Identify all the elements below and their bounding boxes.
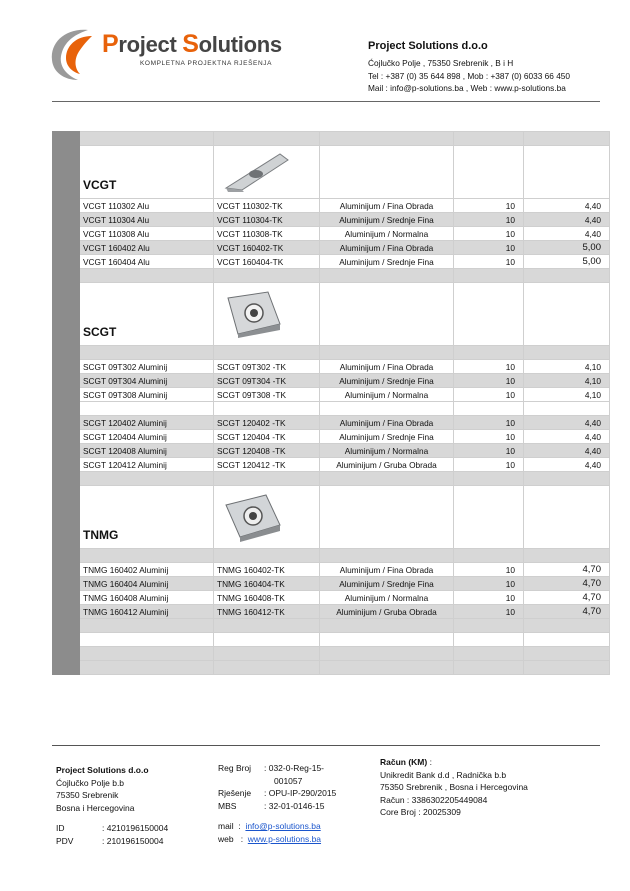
side-bar: [53, 577, 80, 591]
empty-cell: [454, 283, 524, 346]
empty-cell: [214, 346, 320, 360]
side-bar: [53, 269, 80, 283]
product-description: Aluminijum / Fina Obrada: [320, 199, 454, 213]
product-reference: TNMG 160412-TK: [214, 605, 320, 619]
side-bar: [53, 146, 80, 199]
product-code: SCGT 09T308 Aluminij: [80, 388, 214, 402]
header-contact: Mail : info@p-solutions.ba , Web : www.p-solutions.ba: [368, 83, 566, 93]
spacer-row: [53, 647, 610, 661]
footer-divider: [52, 745, 600, 746]
product-code: SCGT 120408 Aluminij: [80, 444, 214, 458]
header-phones: Tel : +387 (0) 35 644 898 , Mob : +387 (0) 6033 66 450: [368, 71, 571, 81]
product-price: 4,10: [524, 374, 610, 388]
mail-label: mail: [218, 821, 234, 831]
side-bar: [53, 374, 80, 388]
empty-cell: [214, 619, 320, 633]
product-price: 4,40: [524, 213, 610, 227]
product-price: 4,70: [524, 577, 610, 591]
side-bar: [53, 563, 80, 577]
product-price: 4,40: [524, 416, 610, 430]
empty-cell: [320, 472, 454, 486]
table-row: [53, 577, 610, 591]
empty-cell: [214, 402, 320, 416]
rjesenje-value: : OPU-IP-290/2015: [264, 788, 337, 798]
reg-value: : 032-0-Reg-15-: [264, 763, 325, 773]
empty-cell: [80, 661, 214, 675]
product-quantity: 10: [454, 563, 524, 577]
product-quantity: 10: [454, 255, 524, 269]
vcgt-insert-icon: [218, 150, 294, 194]
empty-cell: [320, 346, 454, 360]
side-bar: [53, 199, 80, 213]
table-row: [53, 416, 610, 430]
product-description: Aluminijum / Fina Obrada: [320, 563, 454, 577]
table-row: [53, 199, 610, 213]
side-bar: [53, 388, 80, 402]
side-bar: [53, 416, 80, 430]
section-title: VCGT: [80, 146, 214, 199]
side-bar: [53, 472, 80, 486]
product-code: VCGT 160402 Alu: [80, 241, 214, 255]
product-description: Aluminijum / Fina Obrada: [320, 241, 454, 255]
empty-cell: [524, 402, 610, 416]
empty-cell: [320, 661, 454, 675]
product-reference: SCGT 09T308 -TK: [214, 388, 320, 402]
product-table: [52, 131, 610, 675]
product-code: SCGT 120402 Aluminij: [80, 416, 214, 430]
product-code: SCGT 09T304 Aluminij: [80, 374, 214, 388]
product-description: Aluminijum / Normalna: [320, 591, 454, 605]
side-bar: [53, 458, 80, 472]
product-price: 4,70: [524, 605, 610, 619]
table-row: [53, 374, 610, 388]
product-quantity: 10: [454, 430, 524, 444]
empty-cell: [80, 132, 214, 146]
product-reference: TNMG 160408-TK: [214, 591, 320, 605]
logo-swoosh-icon: [44, 24, 100, 84]
section-header-row: [53, 283, 610, 346]
product-price: 4,10: [524, 360, 610, 374]
footer-bank-block: [380, 756, 528, 819]
table-row: [53, 388, 610, 402]
empty-cell: [524, 346, 610, 360]
product-quantity: 10: [454, 374, 524, 388]
product-reference: VCGT 110304-TK: [214, 213, 320, 227]
product-reference: SCGT 09T302 -TK: [214, 360, 320, 374]
empty-cell: [214, 661, 320, 675]
product-price: 4,10: [524, 388, 610, 402]
product-code: SCGT 09T302 Aluminij: [80, 360, 214, 374]
product-code: SCGT 120412 Aluminij: [80, 458, 214, 472]
product-description: Aluminijum / Srednje Fina: [320, 374, 454, 388]
side-bar: [53, 605, 80, 619]
side-bar: [53, 241, 80, 255]
logo-tagline: KOMPLETNA PROJEKTNA RJEŠENJA: [140, 60, 273, 67]
product-price: 5,00: [524, 255, 610, 269]
bank-name: Unikredit Bank d.d , Radnička b.b: [380, 769, 507, 780]
empty-cell: [320, 633, 454, 647]
spacer-row: [53, 472, 610, 486]
product-reference: SCGT 09T304 -TK: [214, 374, 320, 388]
table-row: [53, 444, 610, 458]
product-quantity: 10: [454, 227, 524, 241]
empty-cell: [524, 132, 610, 146]
table-row: [53, 430, 610, 444]
product-price: 4,40: [524, 458, 610, 472]
side-bar: [53, 213, 80, 227]
product-reference: SCGT 120412 -TK: [214, 458, 320, 472]
empty-cell: [320, 402, 454, 416]
product-description: Aluminijum / Srednje Fina: [320, 255, 454, 269]
empty-cell: [454, 346, 524, 360]
spacer-row: [53, 269, 610, 283]
product-quantity: 10: [454, 577, 524, 591]
empty-cell: [524, 647, 610, 661]
table-row: [53, 458, 610, 472]
footer-street: Ćojlučko Polje b.b: [56, 777, 125, 788]
section-header-row: [53, 146, 610, 199]
empty-cell: [80, 549, 214, 563]
footer-city: 75350 Srebrenik: [56, 790, 119, 800]
table-row: [53, 255, 610, 269]
section-title: TNMG: [80, 486, 214, 549]
rjesenje-label: Rješenje: [218, 788, 252, 798]
empty-cell: [524, 661, 610, 675]
empty-cell: [320, 283, 454, 346]
empty-cell: [80, 269, 214, 283]
product-quantity: 10: [454, 360, 524, 374]
spacer-row: [53, 402, 610, 416]
product-description: Aluminijum / Fina Obrada: [320, 416, 454, 430]
side-bar: [53, 283, 80, 346]
empty-cell: [454, 647, 524, 661]
empty-cell: [524, 486, 610, 549]
product-description: Aluminijum / Fina Obrada: [320, 360, 454, 374]
web-sep: :: [240, 833, 244, 844]
empty-cell: [454, 146, 524, 199]
product-quantity: 10: [454, 199, 524, 213]
side-bar: [53, 591, 80, 605]
empty-cell: [320, 269, 454, 283]
header-company-name: Project Solutions d.o.o: [368, 40, 488, 52]
empty-cell: [454, 549, 524, 563]
empty-cell: [214, 132, 320, 146]
empty-cell: [524, 619, 610, 633]
product-code: SCGT 120404 Aluminij: [80, 430, 214, 444]
product-description: Aluminijum / Normalna: [320, 227, 454, 241]
empty-cell: [320, 619, 454, 633]
side-bar: [53, 346, 80, 360]
empty-cell: [524, 472, 610, 486]
empty-cell: [454, 633, 524, 647]
product-code: TNMG 160402 Aluminij: [80, 563, 214, 577]
product-quantity: 10: [454, 388, 524, 402]
empty-cell: [524, 283, 610, 346]
side-bar: [53, 486, 80, 549]
product-code: VCGT 160404 Alu: [80, 255, 214, 269]
product-description: Aluminijum / Gruba Obrada: [320, 458, 454, 472]
empty-cell: [80, 472, 214, 486]
product-description: Aluminijum / Srednje Fina: [320, 577, 454, 591]
section-header-row: [53, 486, 610, 549]
product-price: 4,70: [524, 591, 610, 605]
side-bar: [53, 227, 80, 241]
id-label: ID: [56, 823, 65, 833]
tnmg-insert-icon: [218, 491, 288, 543]
bank-title: Račun (KM): [380, 757, 428, 767]
product-code: TNMG 160408 Aluminij: [80, 591, 214, 605]
empty-cell: [454, 472, 524, 486]
product-code: VCGT 110304 Alu: [80, 213, 214, 227]
web-label: web: [218, 833, 234, 844]
empty-cell: [454, 619, 524, 633]
bank-title-sep: :: [427, 757, 432, 767]
product-price: 5,00: [524, 241, 610, 255]
bank-address: 75350 Srebrenik , Bosna i Hercegovina: [380, 782, 528, 792]
spacer-row: [53, 132, 610, 146]
product-quantity: 10: [454, 213, 524, 227]
side-bar: [53, 255, 80, 269]
reg-label: Reg Broj: [218, 763, 252, 773]
footer-company-block: [56, 764, 168, 847]
spacer-row: [53, 619, 610, 633]
product-price: 4,40: [524, 227, 610, 241]
mbs-value: : 32-01-0146-15: [264, 800, 325, 811]
product-quantity: 10: [454, 591, 524, 605]
section-image: [214, 486, 320, 549]
empty-cell: [80, 633, 214, 647]
mail-link[interactable]: info@p-solutions.ba: [245, 821, 321, 831]
product-quantity: 10: [454, 444, 524, 458]
product-price: 4,40: [524, 430, 610, 444]
empty-cell: [524, 146, 610, 199]
empty-cell: [454, 402, 524, 416]
empty-cell: [454, 269, 524, 283]
empty-cell: [80, 402, 214, 416]
empty-cell: [80, 647, 214, 661]
mbs-label: MBS: [218, 800, 237, 811]
footer-company-name: Project Solutions d.o.o: [56, 765, 149, 775]
side-bar: [53, 360, 80, 374]
empty-cell: [214, 269, 320, 283]
product-code: VCGT 110308 Alu: [80, 227, 214, 241]
reg-value-cont: 001057: [274, 775, 303, 786]
table-row: [53, 227, 610, 241]
empty-cell: [454, 486, 524, 549]
empty-cell: [454, 661, 524, 675]
empty-cell: [524, 549, 610, 563]
empty-cell: [214, 472, 320, 486]
table-row: [53, 605, 610, 619]
empty-cell: [524, 633, 610, 647]
table-row: [53, 213, 610, 227]
company-logo: [44, 22, 282, 92]
product-reference: SCGT 120402 -TK: [214, 416, 320, 430]
product-reference: TNMG 160404-TK: [214, 577, 320, 591]
empty-cell: [320, 486, 454, 549]
empty-cell: [320, 146, 454, 199]
side-bar: [53, 647, 80, 661]
spacer-row: [53, 549, 610, 563]
product-description: Aluminijum / Normalna: [320, 444, 454, 458]
side-bar: [53, 549, 80, 563]
product-table-body: [53, 132, 610, 675]
product-description: Aluminijum / Srednje Fina: [320, 430, 454, 444]
empty-cell: [214, 549, 320, 563]
side-bar: [53, 430, 80, 444]
empty-cell: [320, 647, 454, 661]
header-address: Ćojlučko Polje , 75350 Srebrenik , B i H: [368, 58, 514, 68]
section-image: [214, 146, 320, 199]
footer-registration-block: [218, 762, 336, 845]
empty-cell: [214, 647, 320, 661]
product-price: 4,40: [524, 444, 610, 458]
product-description: Aluminijum / Srednje Fina: [320, 213, 454, 227]
product-code: TNMG 160412 Aluminij: [80, 605, 214, 619]
product-price: 4,70: [524, 563, 610, 577]
spacer-row: [53, 661, 610, 675]
product-price: 4,40: [524, 199, 610, 213]
table-row: [53, 563, 610, 577]
product-reference: VCGT 110302-TK: [214, 199, 320, 213]
product-reference: VCGT 110308-TK: [214, 227, 320, 241]
side-bar: [53, 661, 80, 675]
table-row: [53, 591, 610, 605]
logo-name: Project Solutions: [102, 30, 282, 58]
mail-sep: :: [238, 821, 241, 831]
empty-cell: [320, 132, 454, 146]
product-reference: VCGT 160402-TK: [214, 241, 320, 255]
product-quantity: 10: [454, 605, 524, 619]
product-reference: VCGT 160404-TK: [214, 255, 320, 269]
product-code: TNMG 160404 Aluminij: [80, 577, 214, 591]
side-bar: [53, 132, 80, 146]
product-reference: SCGT 120408 -TK: [214, 444, 320, 458]
spacer-row: [53, 346, 610, 360]
bank-core-number: Core Broj : 20025309: [380, 807, 461, 817]
product-reference: SCGT 120404 -TK: [214, 430, 320, 444]
side-bar: [53, 402, 80, 416]
section-image: [214, 283, 320, 346]
empty-cell: [454, 132, 524, 146]
table-row: [53, 241, 610, 255]
spacer-row: [53, 633, 610, 647]
empty-cell: [524, 269, 610, 283]
product-description: Aluminijum / Gruba Obrada: [320, 605, 454, 619]
scgt-insert-icon: [218, 288, 288, 340]
product-quantity: 10: [454, 416, 524, 430]
empty-cell: [80, 619, 214, 633]
pdv-value: : 210196150004: [102, 835, 164, 846]
id-value: : 4210196150004: [102, 823, 169, 833]
empty-cell: [320, 549, 454, 563]
side-bar: [53, 619, 80, 633]
product-code: VCGT 110302 Alu: [80, 199, 214, 213]
side-bar: [53, 444, 80, 458]
section-title: SCGT: [80, 283, 214, 346]
bank-account: Račun : 3386302205449084: [380, 794, 488, 805]
product-quantity: 10: [454, 241, 524, 255]
web-link[interactable]: www.p-solutions.ba: [247, 833, 322, 844]
pdv-label: PDV: [56, 835, 74, 846]
product-quantity: 10: [454, 458, 524, 472]
footer-country: Bosna i Hercegovina: [56, 802, 135, 813]
side-bar: [53, 633, 80, 647]
product-description: Aluminijum / Normalna: [320, 388, 454, 402]
empty-cell: [80, 346, 214, 360]
table-row: [53, 360, 610, 374]
empty-cell: [214, 633, 320, 647]
product-reference: TNMG 160402-TK: [214, 563, 320, 577]
header-divider: [52, 101, 600, 102]
